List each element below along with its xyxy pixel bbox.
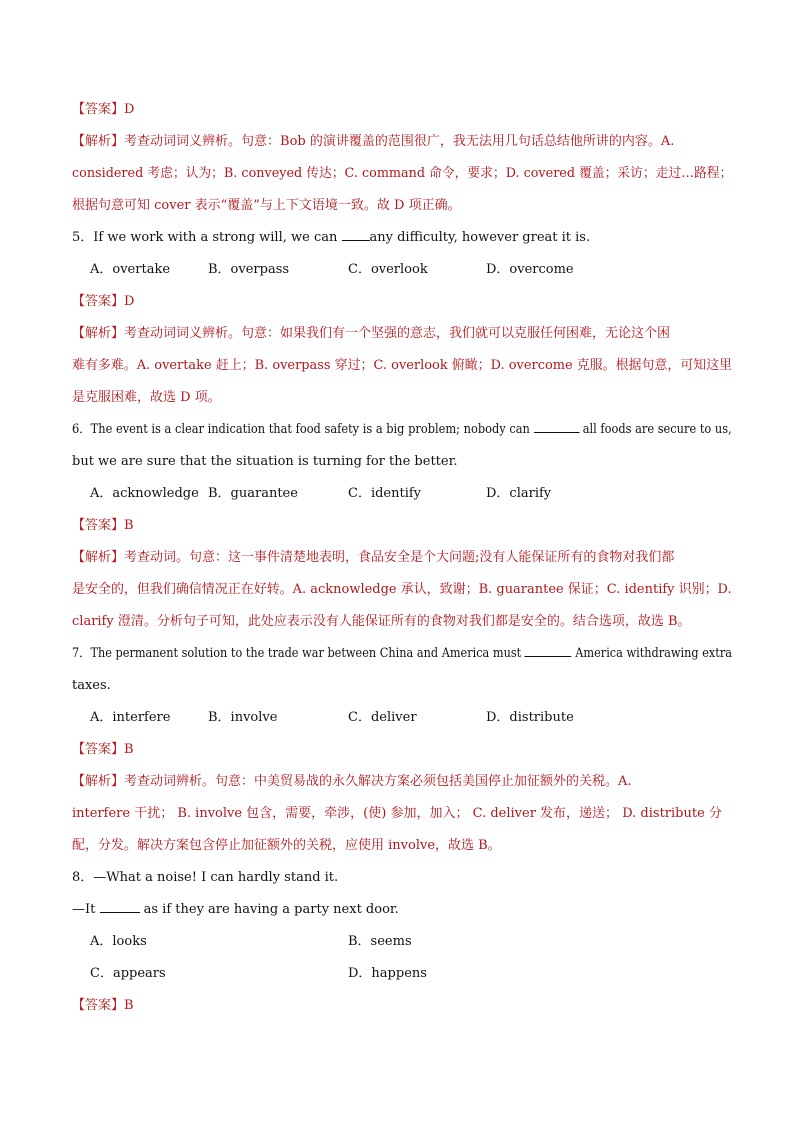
- analysis-tag: 【解析】: [72, 326, 125, 341]
- answer-line-6: [72, 516, 134, 536]
- option-c: C．appears: [90, 966, 166, 981]
- answer-value: B: [124, 998, 134, 1013]
- question-stem-8-cont: —It as if they are having a party next door.: [72, 902, 399, 917]
- analysis-text: 考查动词辨析。句意：中美贸易战的永久解决方案必须包括美国停止加征额外的关税。A.: [124, 774, 632, 789]
- analysis-line: 根据句意可知 cover 表示“覆盖”与上下文语境一致。故 D 项正确。: [72, 198, 461, 213]
- answer-value: B: [124, 518, 134, 533]
- analysis-line: considered 考虑；认为；B. conveyed 传达；C. command 命令，要求；D. covered 覆盖；采访；走过…路程；: [72, 166, 733, 181]
- question-stem-5: 5．If we work with a strong will, we can any difficulty, however great it is.: [72, 230, 591, 245]
- answer-tag: 【答案】: [72, 998, 125, 1013]
- analysis-tag: 【解析】: [72, 134, 125, 149]
- analysis-line: 是安全的，但我们确信情况正在好转。A. acknowledge 承认，致谢；B. guarantee 保证；C. identify 识别；D.: [72, 582, 732, 597]
- answer-value: B: [124, 742, 134, 757]
- option-a: A．interfere: [90, 710, 171, 725]
- question-stem-7: 7．The permanent solution to the trade war between China and America must America withdrawing extra: [72, 646, 732, 661]
- answer-value: D: [124, 102, 135, 117]
- analysis-line: [72, 772, 632, 792]
- answer-line-5: [72, 292, 134, 312]
- analysis-text: 考查动词词义辨析。句意：如果我们有一个坚强的意志，我们就可以克服任何困难，无论这个困: [124, 326, 671, 341]
- question-stem-7-cont: taxes.: [72, 678, 111, 693]
- analysis-line: [72, 132, 674, 152]
- analysis-tag: 【解析】: [72, 774, 125, 789]
- question-stem-8: 8．—What a noise! I can hardly stand it.: [72, 870, 339, 885]
- answer-line-8: [72, 996, 134, 1016]
- analysis-text: 考查动词词义辨析。句意：Bob 的演讲覆盖的范围很广，我无法用几句话总结他所讲的内容。A.: [124, 134, 675, 149]
- answer-tag: 【答案】: [72, 294, 125, 309]
- option-c: C．overlook: [348, 262, 428, 277]
- answer-value: D: [124, 294, 135, 309]
- analysis-text: 考查动词。句意：这一事件清楚地表明，食品安全是个大问题;没有人能保证所有的食物对我们都: [124, 550, 675, 565]
- option-a: A．acknowledge: [90, 486, 199, 501]
- option-a: A．overtake: [90, 262, 171, 277]
- answer-blank: [525, 644, 572, 657]
- option-b: B．seems: [348, 934, 412, 949]
- option-c: C．deliver: [348, 710, 417, 725]
- option-c: C．identify: [348, 486, 422, 501]
- answer-line-4: [72, 100, 134, 120]
- option-b: B．guarantee: [208, 486, 298, 501]
- answer-tag: 【答案】: [72, 742, 125, 757]
- answer-line-7: [72, 740, 134, 760]
- option-d: D．happens: [348, 966, 427, 981]
- option-d: D．distribute: [486, 710, 574, 725]
- question-stem-6-cont: but we are sure that the situation is turning for the better.: [72, 454, 458, 469]
- analysis-line: [72, 324, 670, 344]
- analysis-line: clarify 澄清。分析句子可知，此处应表示没有人能保证所有的食物对我们都是安全的。结合选项，故选 B。: [72, 614, 691, 629]
- answer-tag: 【答案】: [72, 518, 125, 533]
- analysis-line: 配，分发。解决方案包含停止加征额外的关税，应使用 involve，故选 B。: [72, 838, 501, 853]
- answer-blank: [342, 228, 370, 241]
- question-stem-6: 6．The event is a clear indication that food safety is a big problem; nobody can all foods are secure to us,: [72, 422, 732, 437]
- analysis-line: [72, 548, 674, 568]
- analysis-line: interfere 干扰； B. involve 包含，需要，牵涉，(使) 参加，加入； C. deliver 发布，递送； D. distribute 分: [72, 806, 722, 821]
- option-d: D．clarify: [486, 486, 552, 501]
- option-b: B．involve: [208, 710, 278, 725]
- option-d: D．overcome: [486, 262, 574, 277]
- answer-tag: 【答案】: [72, 102, 125, 117]
- answer-blank: [533, 420, 579, 433]
- analysis-line: 难有多难。A. overtake 赶上；B. overpass 穿过；C. overlook 俯瞰；D. overcome 克服。根据句意，可知这里: [72, 358, 733, 373]
- answer-blank: [100, 900, 140, 913]
- analysis-tag: 【解析】: [72, 550, 125, 565]
- option-b: B．overpass: [208, 262, 290, 277]
- option-a: A．looks: [90, 934, 147, 949]
- analysis-line: 是克服困难，故选 D 项。: [72, 390, 221, 405]
